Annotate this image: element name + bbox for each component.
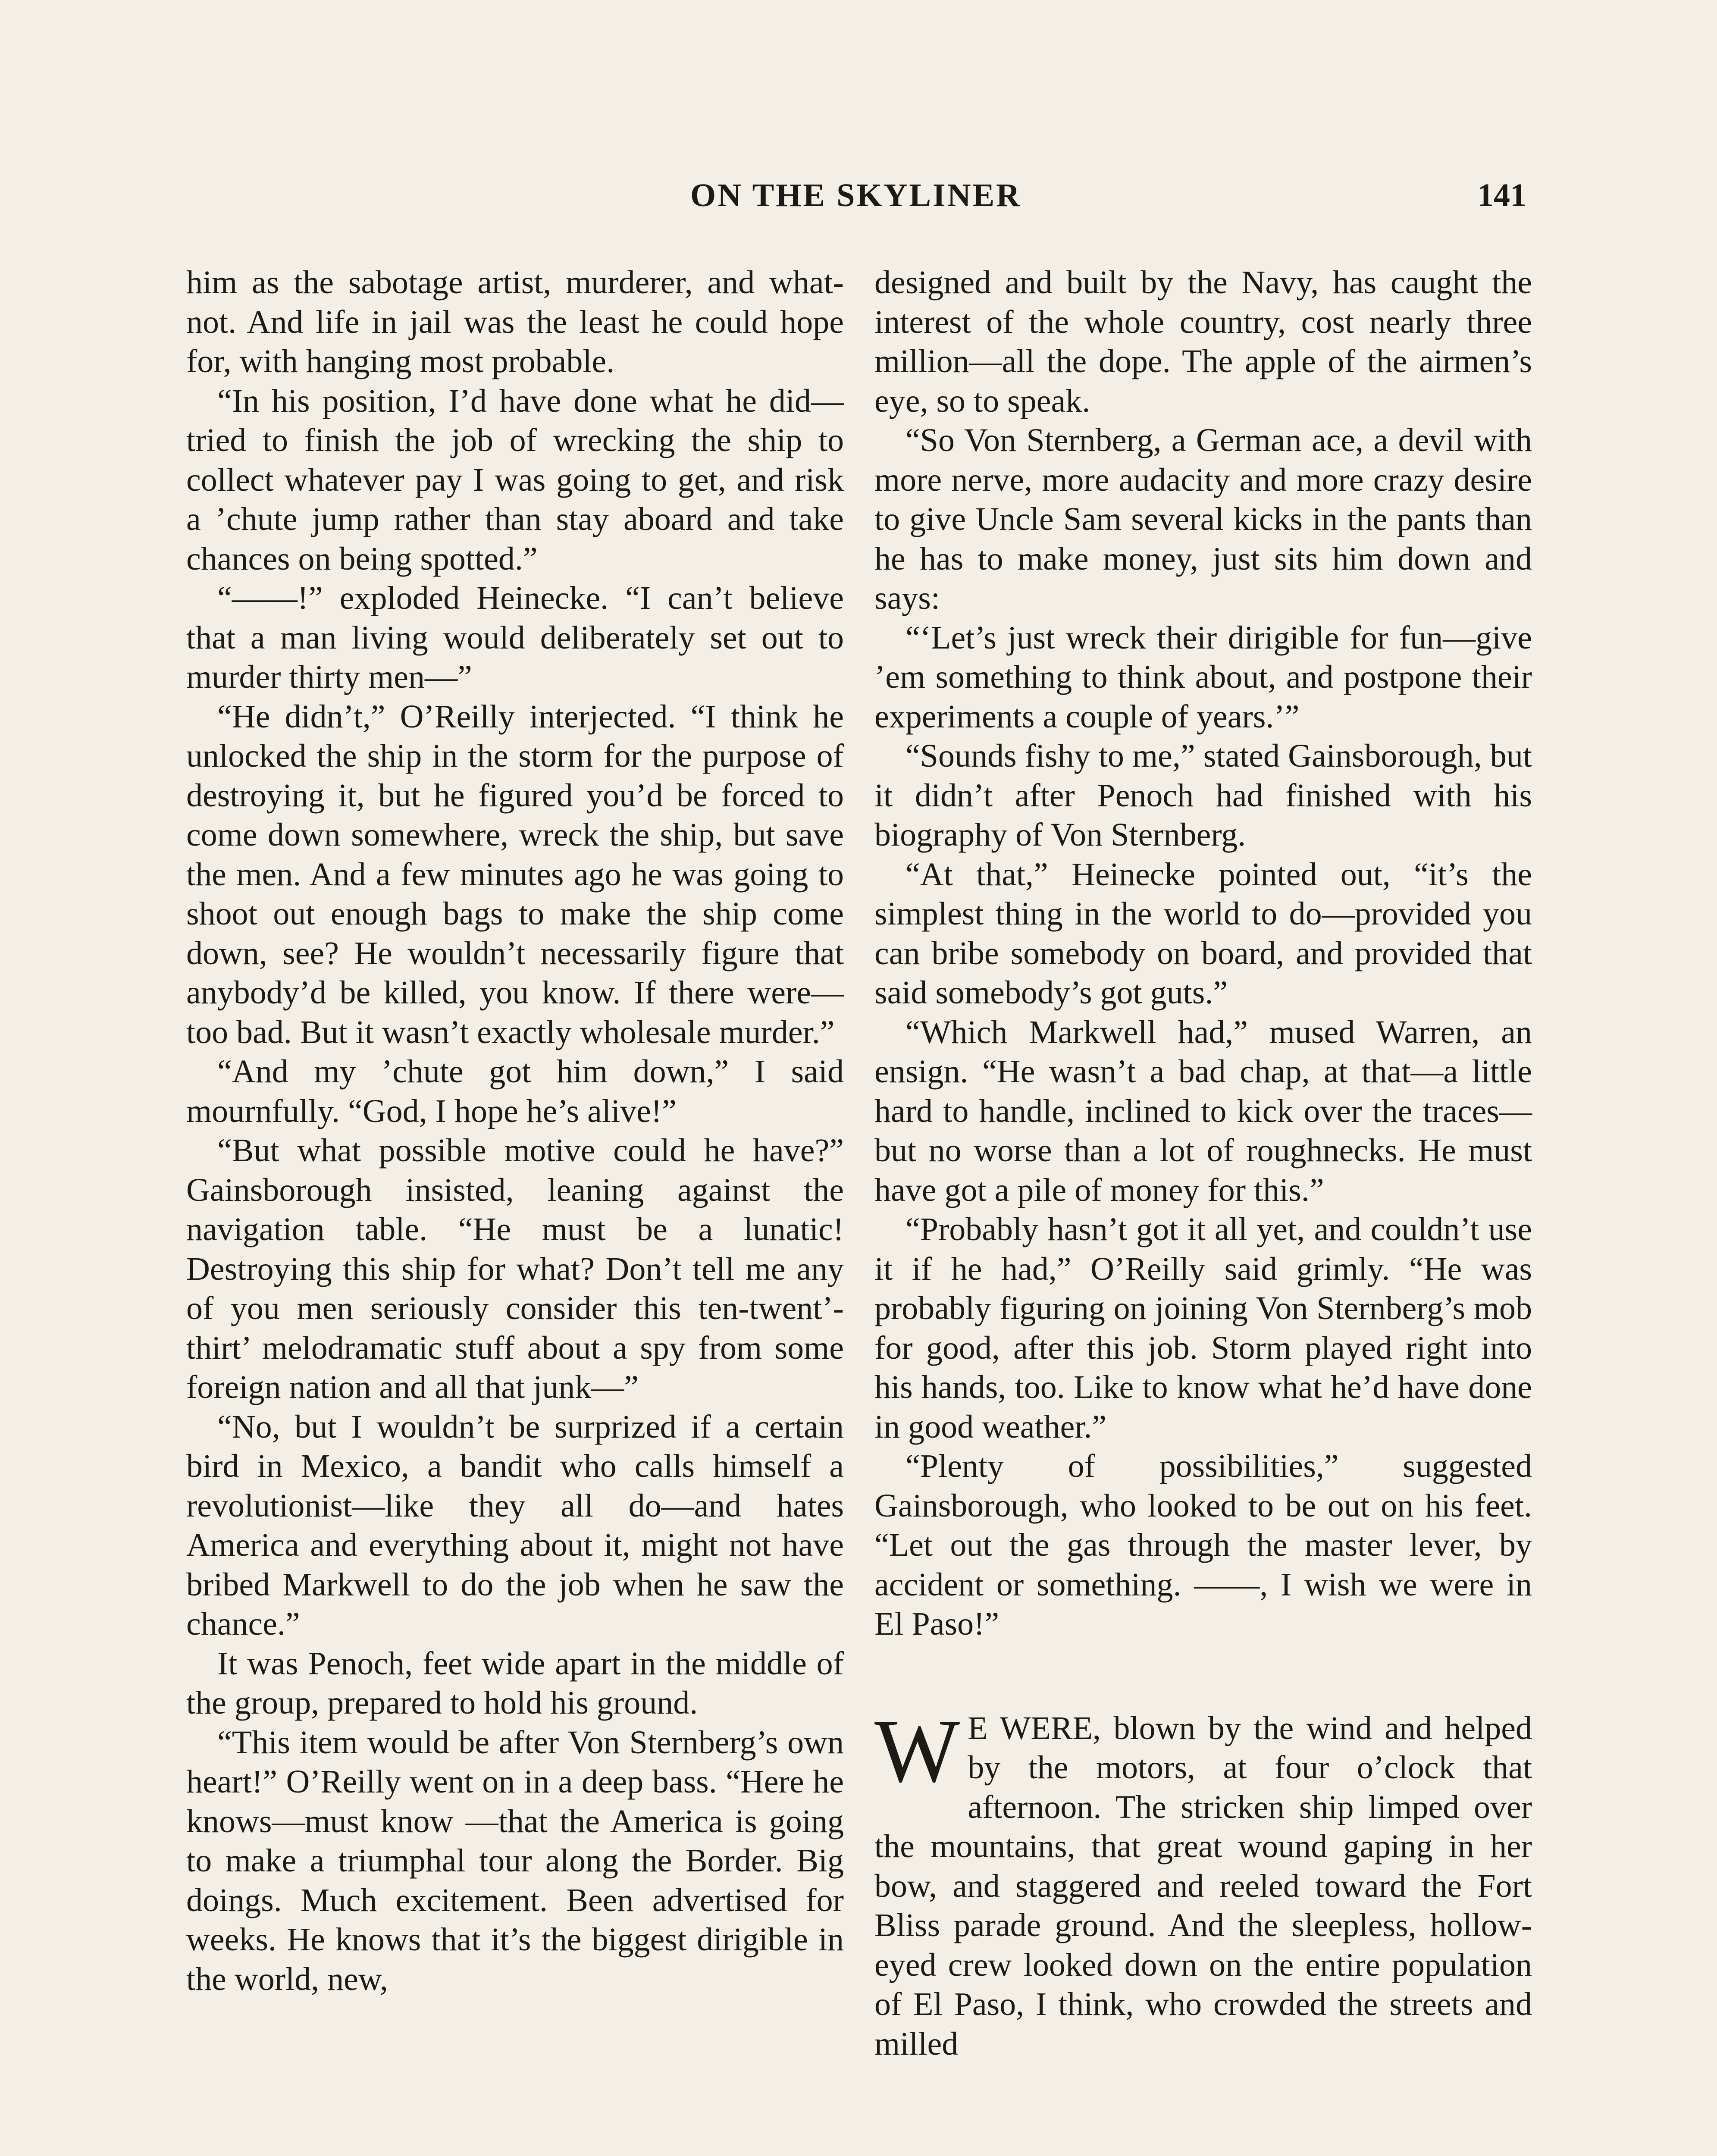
paragraph: “Which Markwell had,” mused Warren, an ensign. “He wasn’t a bad chap, at that—a little hard to handle, inclined to kick over the traces—but no worse than a lot of roughnecks. He must have got a pile of money for this.” bbox=[874, 1014, 1532, 1208]
paragraph: him as the sabotage artist, murderer, and what-not. And life in jail was the least he could hope for, with hanging most probable. bbox=[186, 264, 844, 379]
paragraph: “But what possible motive could he have?” Gainsborough insisted, leaning against the navigation table. “He must be a lunatic! Destroying this ship for what? Don’t tell me any of you men seriously consider this ten-twent’-thirt’ melodramatic stuff about a spy from some foreign nation and all that junk—” bbox=[186, 1132, 844, 1405]
left-column bbox=[186, 263, 844, 1999]
drop-cap: W bbox=[874, 1701, 960, 1801]
paragraph: “At that,” Heinecke pointed out, “it’s the simplest thing in the world to do—provided you can bribe somebody on board, and provided that said somebody’s got guts.” bbox=[874, 856, 1532, 1011]
paragraph: “He didn’t,” O’Reilly interjected. “I think he unlocked the ship in the storm for the purpose of destroying it, but he figured you’d be forced to come down somewhere, wreck the ship, but save the men. And a few minutes ago he was going to shoot out enough bags to make the ship come down, see? He wouldn’t necessarily figure that anybody’d be killed, you know. If there were—too bad. But it wasn’t exactly wholesale murder.” bbox=[186, 698, 844, 1050]
paragraph: “No, but I wouldn’t be surprized if a certain bird in Mexico, a bandit who calls himself a revolutionist—like they all do—and hates America and everything about it, might not have bribed Markwell to do the job when he saw the chance.” bbox=[186, 1408, 844, 1642]
paragraph: “And my ’chute got him down,” I said mournfully. “God, I hope he’s alive!” bbox=[186, 1053, 844, 1129]
paragraph: “Probably hasn’t got it all yet, and couldn’t use it if he had,” O’Reilly said grimly. “He was probably figuring on joining Von Sternberg’s mob for good, after this job. Storm played right into his hands, too. Like to know what he’d have done in good weather.” bbox=[874, 1211, 1532, 1445]
paragraph: It was Penoch, feet wide apart in the middle of the group, prepared to hold his ground. bbox=[186, 1645, 844, 1721]
paragraph: “In his position, I’d have done what he did—tried to finish the job of wrecking the ship to collect whatever pay I was going to get, and risk a ’chute jump rather than stay aboard and take chances on being spotted.” bbox=[186, 382, 844, 577]
paragraph: “Plenty of possibilities,” suggested Gainsborough, who looked to be out on his feet. “Let out the gas through the master lever, by accident or something. ——, I wish we were in El Paso!” bbox=[874, 1448, 1532, 1642]
right-column bbox=[874, 263, 1532, 2064]
paragraph: designed and built by the Navy, has caught the interest of the whole country, cost nearly three million—all the dope. The apple of the airmen’s eye, so to speak. bbox=[874, 264, 1532, 419]
section-opening-paragraph bbox=[874, 1701, 1532, 2064]
paragraph: “——!” exploded Heinecke. “I can’t believe that a man living would deliberately set out to murder thirty men—” bbox=[186, 580, 844, 695]
section-text: E WERE, blown by the wind and helped by the motors, at four o’clock that afternoon. The stricken ship limped over the mountains, that great wound gaping in her bow, and staggered and reeled toward the Fort Bliss parade ground. And the sleepless, hollow-eyed crew looked down on the entire population of El Paso, I think, who crowded the streets and milled bbox=[874, 1710, 1532, 2062]
paragraph: “‘Let’s just wreck their dirigible for fun—give ’em something to think about, and postpone their experiments a couple of years.’” bbox=[874, 619, 1532, 735]
page-number: 141 bbox=[1477, 177, 1526, 213]
paragraph: “Sounds fishy to me,” stated Gainsborough, but it didn’t after Penoch had finished with his biography of Von Sternberg. bbox=[874, 738, 1532, 853]
paragraph: “So Von Sternberg, a German ace, a devil with more nerve, more audacity and more crazy desire to give Uncle Sam several kicks in the pants than he has to make money, just sits him down and says: bbox=[874, 422, 1532, 616]
paragraph: “This item would be after Von Sternberg’s own heart!” O’Reilly went on in a deep bass. “Here he knows—must know —that the America is going to make a triumphal tour along the Border. Big doings. Much excitement. Been advertised for weeks. He knows that it’s the biggest dirigible in the world, new, bbox=[186, 1724, 844, 1997]
page-header bbox=[185, 172, 1526, 224]
running-title: ON THE SKYLINER bbox=[690, 177, 1022, 213]
